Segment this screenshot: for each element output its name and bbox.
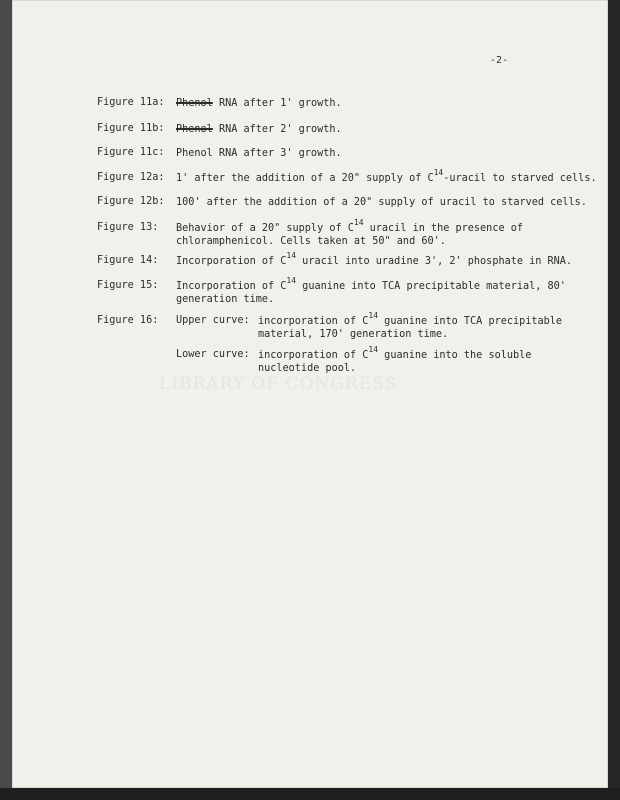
page-number: -2- [490,55,509,66]
superscript-14: 14 [286,251,297,260]
scan-left-edge [0,0,12,800]
figure-caption-11b: Phenol RNA after 2' growth. [176,124,342,135]
figure-caption-13: Behavior of a 20" supply of $C^{14}$ uracil in the presence of chloramphenicol. Cells taken at 50" and 60'. [176,218,523,247]
figure-label-11c: Figure 11c: [97,147,165,158]
struck-word: Phenol [176,98,213,109]
superscript-14: 14 [286,276,297,285]
figure-label-12a: Figure 12a: [97,172,165,183]
superscript-14: 14 [353,218,364,227]
lower-curve-label: Lower curve: [176,349,250,360]
figure-caption-15: Incorporation of $C^{14}$ guanine into TCA precipitable material, 80' generation time. [176,276,566,305]
document-page [12,0,608,788]
superscript-14: 14 [368,345,379,354]
struck-word: Phenol [176,124,213,135]
figure-label-15: Figure 15: [97,280,159,291]
figure-label-11a: Figure 11a: [97,97,165,108]
figure-label-16: Figure 16: [97,315,159,326]
superscript-14: 14 [368,311,379,320]
figure-caption-12a: 1' after the addition of a 20" supply of $C^{14}$-uracil to starved cells. [176,168,597,184]
figure-caption-11a: Phenol RNA after 1' growth. [176,98,342,109]
lower-curve-caption: incorporation of $C^{14}$ guanine into the soluble nucleotide pool. [258,345,532,374]
figure-caption-14: Incorporation of $C^{14}$ uracil into uradine 3', 2' phosphate in RNA. [176,251,573,267]
figure-label-14: Figure 14: [97,255,159,266]
upper-curve-label: Upper curve: [176,315,250,326]
figure-label-12b: Figure 12b: [97,196,165,207]
scan-bottom-edge [0,788,620,800]
upper-curve-caption: incorporation of $C^{14}$ guanine into TCA precipitable material, 170' generation time. [258,311,563,340]
scan-right-edge [608,0,620,800]
figure-caption-11c: Phenol RNA after 3' growth. [176,148,342,159]
watermark-ghost-text: LIBRARY OF CONGRESS [159,374,398,394]
figure-caption-12b: 100' after the addition of a 20" supply of uracil to starved cells. [176,197,587,208]
figure-label-13: Figure 13: [97,222,159,233]
figure-label-11b: Figure 11b: [97,123,165,134]
superscript-14: 14 [433,168,444,177]
